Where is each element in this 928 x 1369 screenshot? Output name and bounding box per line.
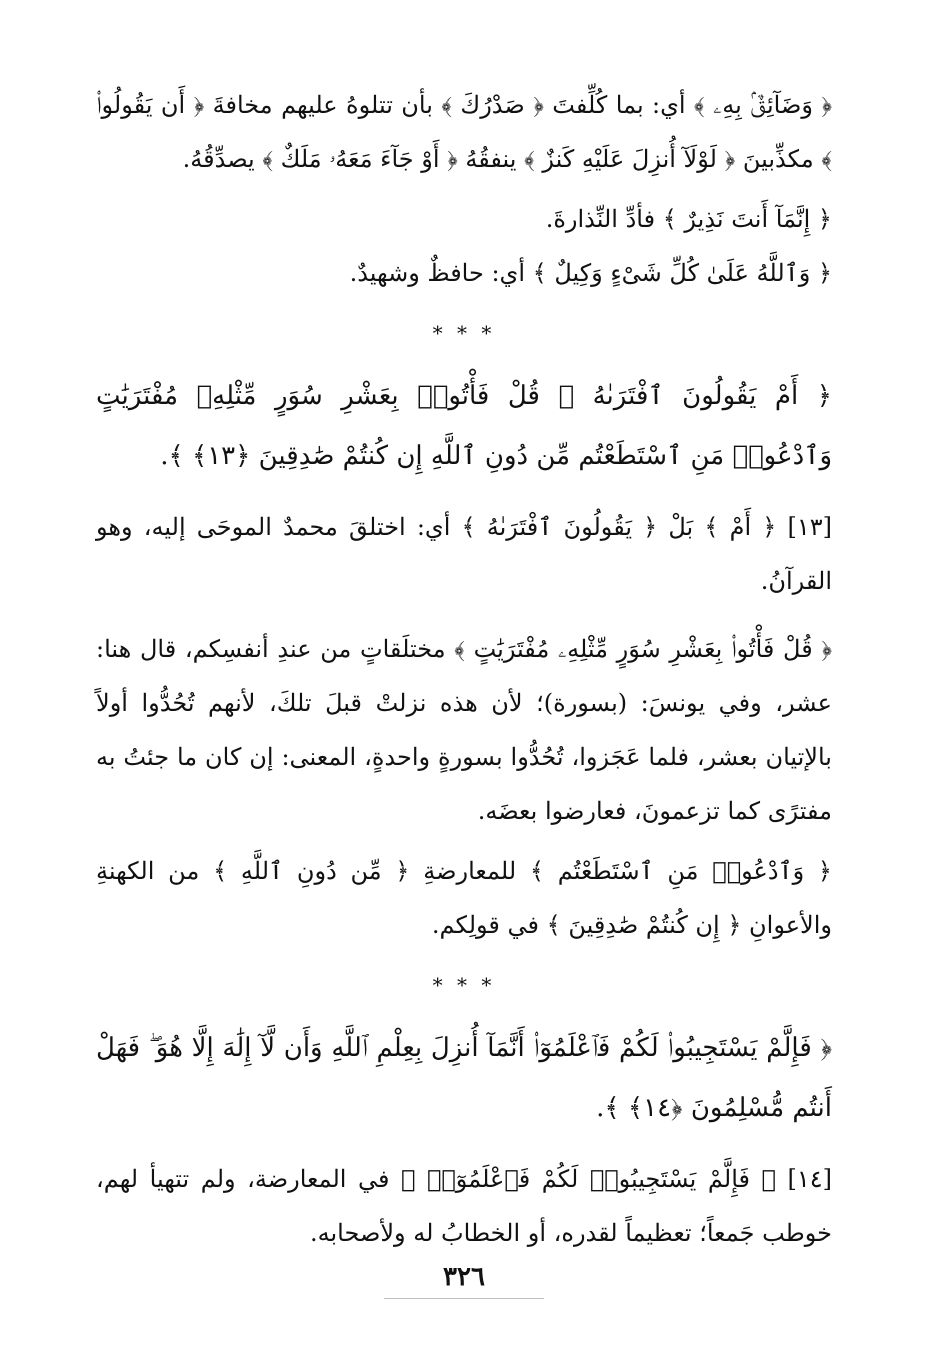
section-separator: * * * (432, 321, 496, 345)
quran-verse-14: ﴿ فَإِلَّمْ يَسْتَجِيبُوا۟ لَكُمْ فَٱعْلَمُوٓا۟ أَنَّمَآ أُنزِلَ بِعِلْمِ ٱللَّهِ وَأَن لَّآ إِلَٰهَ إِلَّا هُوَ ۖ فَهَلْ أَنتُم مُّسْلِمُونَ ﴿١٤﴾ ﴾. (96, 1033, 832, 1123)
section-separator: * * * (432, 973, 496, 997)
commentary-paragraph-13: [١٣] ﴿ أَمْ ﴾ بَلْ ﴿ يَقُولُونَ ٱفْتَرَىٰهُ ﴾ أي: اختلقَ محمدٌ الموحَى إليه، وهو القرآنُ. (96, 513, 832, 595)
commentary-paragraph: ﴿ قُلْ فَأْتُوا۟ بِعَشْرِ سُوَرٍ مِّثْلِهِۦ مُفْتَرَيَٰتٍ ﴾ مختلَقاتٍ من عندِ أنفسِكم، قال هنا: عشر، وفي يونسَ: (بسورة)؛ لأن هذه نزلتْ قبلَ تلكَ، لأنهم تُحُدُّوا أولاً بالإتيان بعشر، فلما عَجَزوا، تُحُدُّوا بسورةٍ واحدةٍ، المعنى: إن كان ما جئتُ به مفترًى كما تزعمونَ، فعارضوا بعضَه. (96, 635, 832, 825)
commentary-paragraph: ﴿ وَٱدْعُوا۟ مَنِ ٱسْتَطَعْتُم ﴾ للمعارضةِ ﴿ مِّن دُونِ ٱللَّهِ ﴾ من الكهنةِ والأعوانِ ﴿ إِن كُنتُمْ صَٰدِقِينَ ﴾ في قولِكم. (96, 857, 832, 939)
commentary-paragraph: ﴿ وَٱللَّهُ عَلَىٰ كُلِّ شَىْءٍ وَكِيلٌ ﴾ أي: حافظٌ وشهيدٌ. (349, 259, 832, 287)
commentary-paragraph: ﴿ وَضَآئِقٌۢ بِهِۦ ﴾ أي: بما كُلِّفتَ ﴿ صَدْرُكَ ﴾ بأن تتلوهُ عليهم مخافةَ ﴿ أَن يَقُولُوا۟ ﴾ مكذِّبينَ ﴿ لَوْلَآ أُنزِلَ عَلَيْهِ كَنزٌ ﴾ ينفقُهُ ﴿ أَوْ جَآءَ مَعَهُۥ مَلَكٌ ﴾ يصدِّقُهُ. (96, 91, 832, 173)
quran-verse-13: ﴿ أَمْ يَقُولُونَ ٱفْتَرَىٰهُ ۖ قُلْ فَأْتُوا۟ بِعَشْرِ سُوَرٍ مِّثْلِهِۦ مُفْتَرَيَٰتٍ وَٱدْعُوا۟ مَنِ ٱسْتَطَعْتُم مِّن دُونِ ٱللَّهِ إِن كُنتُمْ صَٰدِقِينَ ﴿١٣﴾ ﴾. (96, 381, 832, 471)
page-number: ٣٢٦ (443, 1262, 485, 1292)
commentary-paragraph: ﴿ إِنَّمَآ أَنتَ نَذِيرٌ ﴾ فأدِّ النِّذارةَ. (545, 205, 832, 233)
page-rule (384, 1298, 544, 1299)
commentary-paragraph-14: [١٤] ﴿ فَإِلَّمْ يَسْتَجِيبُوا۟ لَكُمْ فَٱعْلَمُوٓا۟ ﴾ في المعارضة، ولم تتهيأ لهم، خوطب جَمعاً؛ تعظيماً لقدره، أو الخطابُ له ولأصحابه. (96, 1165, 832, 1247)
page-body (96, 78, 832, 1260)
